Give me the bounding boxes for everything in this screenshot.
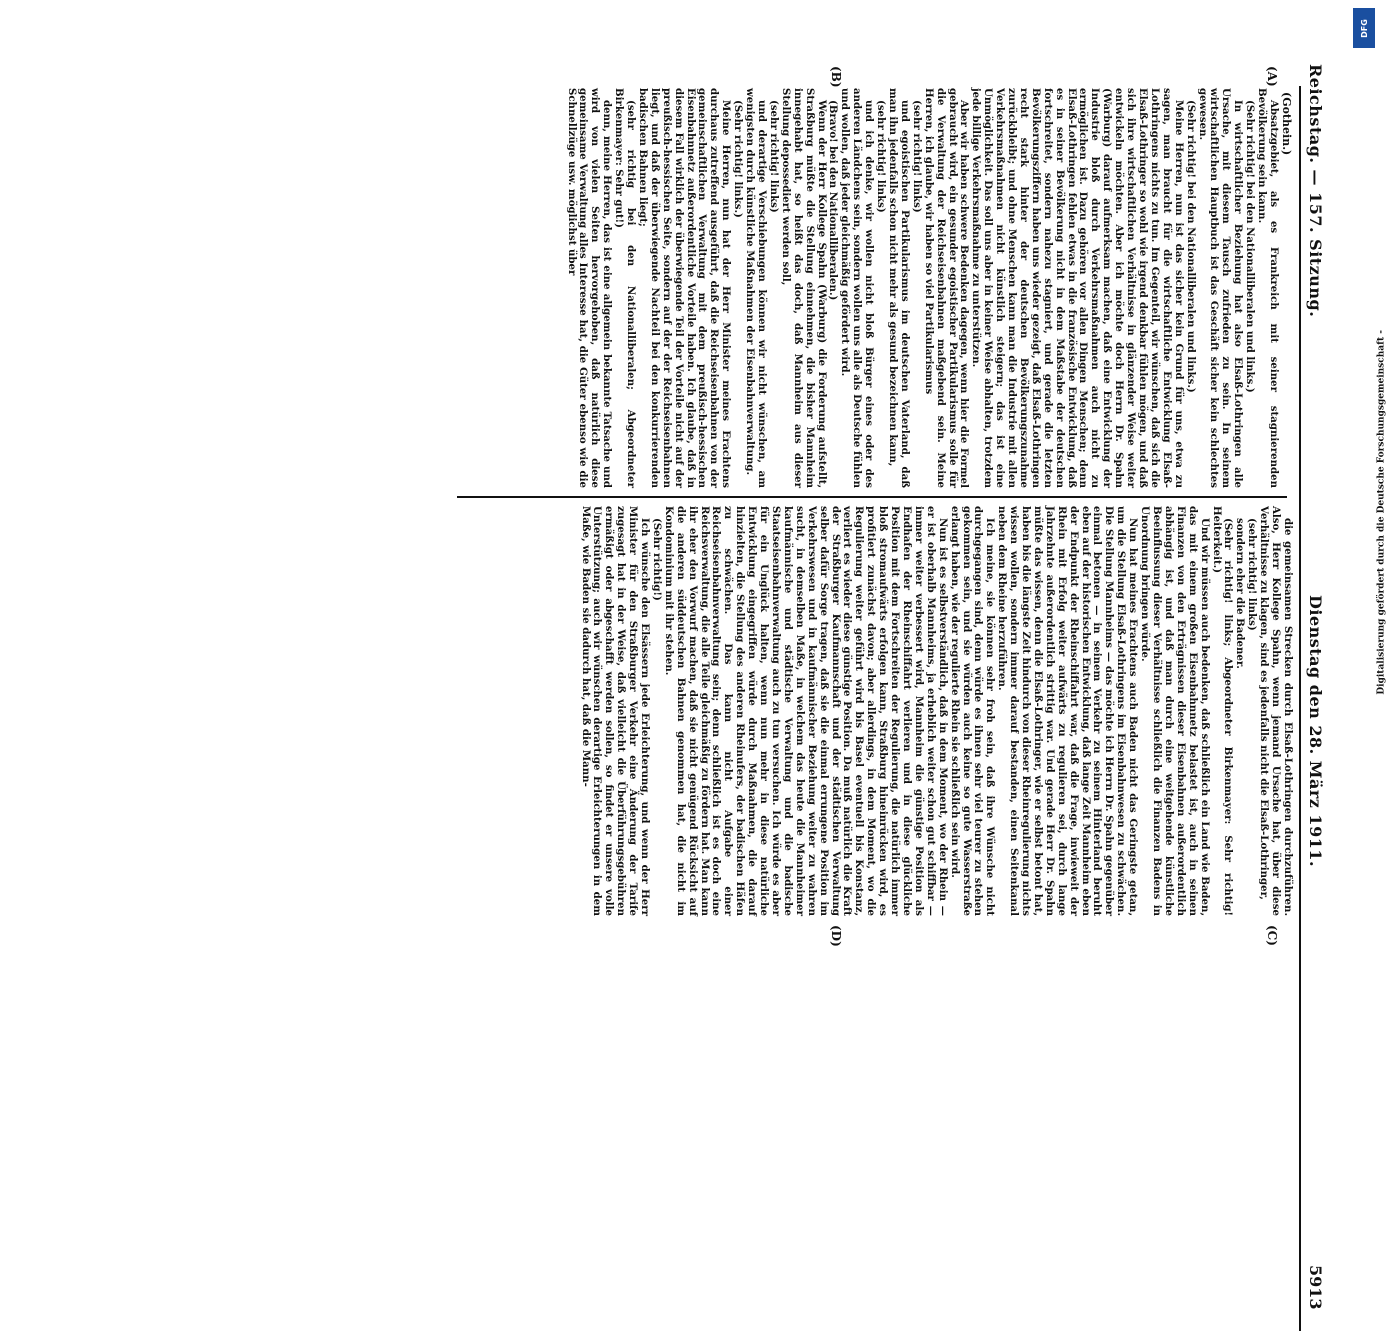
column-rule — [457, 496, 1287, 498]
paragraph: sondern eher die Badener. — [1234, 518, 1247, 669]
paragraph: denn, meine Herren, das ist eine allgemein bekannte Tatsache und wird von vielen Seiten hervorgehoben, daß natürlich diese gemeinsame Verwaltung alles Interesse hat, die Güter ebenso wie die Schnellzüge usw. möglichst über — [565, 88, 614, 488]
paragraph: (Sehr richtig! bei den Nationalliberalen und links.) — [1184, 100, 1197, 393]
header-date: Dienstag den 28. März 1911. — [1306, 595, 1325, 868]
paragraph: Nun hat meines Erachtens auch Baden nicht das Geringste getan, um die Stellung Elsaß-Lothringens im Eisenbahnwesen zu schwächen. Die Stellung Mannheims — das möchte ich Herrn Dr. Spahn gegenüber einmal betonen — in seinem Verkehr zu seinem Hinterland beruht eben auf der historischen Entwicklung, daß lange Zeit Mannheim eben der Endpunkt der Rheinschiffahrt war, daß die Frage, inwieweit der Rhein mit Erfolg weiter aufwärts zu regulieren sei, durch lange Jahrzehnte außerordentlich strittig war. Und gerade Herr Dr. Spahn müßte das wissen, denn die Elsaß-Lothringer, wie er selbst betont hat, haben bis die längste Zeit hindurch von dieser Rheinregulierung nichts wissen wollen, sondern immer darauf bestanden, einen Seitenkanal neben dem Rheine herzuführen. — [996, 506, 1140, 916]
paragraph: und derartige Verschiebungen können wir nicht wünschen, am wenigsten durch künstliche Maßnahmen der Eisenbahnverwaltung. — [744, 88, 769, 488]
digitization-credit: Digitalisierung gefördert durch die Deutsche Forschungsgemeinschaft - — [1377, 330, 1387, 695]
paragraph: Ich wünsche den Elsässern jede Erleichterung, und wenn der Herr Minister für den Straßburger Verkehr eine Änderung der Tarife zugesagt hat in der Weise, daß vielleicht die Überführungsgebühren ermäßigt oder abgeschafft werden sollen, so findet er unsere volle Unterstützung; auch wir wünschen derartige Erleichterungen in dem Maße, wie Baden sie dadurch hat, daß die Mann- — [579, 506, 652, 916]
right-column — [463, 506, 1293, 916]
paragraph: Aber wir haben schwere Bedenken dagegen, wenn hier die Formel gebraucht wird, ein gesunder egoistischer Partikularismus solle für die Verwaltung der Reichseisenbahnen maßgebend sein. Meine Herren, ich glaube, wir haben so viel Partikularismus — [922, 88, 971, 488]
paragraph: (sehr richtig! links) — [767, 100, 780, 213]
paragraph: Meine Herren, nun ist das sicher kein Grund für uns, etwa zu sagen, man braucht für die wirtschaftliche Entwicklung Elsaß-Lothringens nichts zu tun. Im Gegenteil, wir wünschen, daß sich die Elsaß-Lothringer so wohl wie irgend denkbar fühlen mögen, und daß sich ihre wirtschaftlichen Verhältnisse in glänzender Weise weiter entwickeln möchten. Aber ich möchte doch Herrn Dr. Spahn (Warburg) darauf aufmerksam machen, daß eine Entwicklung der Industrie bloß durch Verkehrsmaßnahmen auch nicht zu ermöglichen ist. Dazu gehören vor allen Dingen Menschen; denn Elsaß-Lothringen fehlen etwas in die französische Entwicklung, daß es in seiner Bevölkerung nicht in dem Maßstabe der deutschen fortschreitet, sondern nahezu stagniert, und gerade die letzten Bevölkerungsziffern haben uns wieder gezeigt, daß Elsaß-Lothringen recht stark hinter der deutschen Bevölkerungszunahme zurückbleibt; und ohne Menschen kann man die Industrie mit allen Verkehrsmaßnahmen nicht künstlich steigern; das ist eine Unmöglichkeit. Das soll uns aber in keiner Weise abhalten, trotzdem jede billige Verkehrsmaßnahme zu unterstützen. — [970, 88, 1185, 488]
paragraph: Meine Herren, nun hat der Herr Minister meines Erachtens durchaus zutreffend ausgeführt, daß die Reichseisenbahnen von der gemeinschaftlichen Verwaltung mit dem preußisch-hessischen Eisenbahnnetz außerordentliche Vorteile haben. Ich glaube, daß in diesem Fall wirklich der überwiegende Teil der Vorteile nicht auf der preußisch-hessischen Seite, sondern auf der der Reichseisenbahnen liegt, und daß der überwiegende Nachteil bei den konkurrierenden badischen Bahnen liegt; — [636, 88, 733, 488]
margin-marker-b: (B) — [829, 66, 843, 88]
paragraph: und ich denke, wir wollen nicht bloß Bürger eines oder des anderen Ländchens sein, sondern wollen uns alle als Deutsche fühlen und wollen, daß jeder gleichmäßig gefördert wird. — [839, 88, 876, 488]
paragraph: Absatzgebiet, als es Frankreich mit seiner stagnierenden Bevölkerung sein kann. — [1256, 88, 1280, 488]
paragraph: Wenn der Herr Kollege Spahn (Warburg) die Forderung aufstellt, Straßburg müßte die Stellung einnehmen, die bisher Mannheim innegehabt hat, so heißt das doch, daß Mannheim aus dieser Stellung depossediert werden soll, — [779, 88, 828, 488]
dfg-logo: DFG — [1353, 8, 1375, 48]
paragraph: Nun ist es selbstverständlich, daß in dem Moment, wo der Rhein — er ist oberhalb Mannheims, ja erheblich weiter schon gut schiffbar — immer weiter verbessert wird, Mannheim die günstige Position als Endhafen der Rheinschiffahrt verlieren und in diese glückliche Position mit dem Fortschreiten der Regulierung, die natürlich immer bloß stromaufwärts erfolgen kann, Straßburg hineinrücken wird, es profitiert zunächst davon; aber allerdings, in dem Moment, wo die Regulierung weiter geführt wird bis Basel eventuell bis Konstanz, verliert es wieder diese günstige Position. Da muß natürlich die Kraft der Straßburger Kaufmannschaft und der städtischen Verwaltung selber dafür Sorge tragen, daß sie die einmal errungene Position im Verkehrswesen und in kaufmännischer Beziehung weiter zu wahren sucht, in demselben Maße, in welchem das heute die Mannheimer kaufmännische und städtische Verwaltung und die badische Staatseisenbahnverwaltung auch zu tun versuchen. Ich würde es aber für ein Unglück halten, wenn nun mehr in diese natürliche Entwicklung eingegriffen würde durch Maßnahmen, die darauf hinzielten, die Stellung des anderen Rheinufers, der badischen Häfen zu schwächen. Das kann nicht Aufgabe einer Reichseisenbahnverwaltung sein; denn schließlich ist es doch eine Reichsverwaltung, die alle Teile gleichmäßig zu fördern hat. Man kann ihr eher den Vorwurf machen, daß sie nicht genügend Rücksicht auf die anderen süddeutschen Bahnen genommen hat, die nicht im Kondominium mit ihr stehen. — [662, 506, 949, 916]
margin-marker-c: (C) — [1265, 925, 1279, 946]
paragraph: (Sehr richtig! links.) — [732, 100, 745, 218]
paragraph: Und wir müssen auch bedenken, daß schließlich ein Land wie Baden, das mit einem großen Eisenbahnnetz belastet ist, auch in seinen Finanzen von den Erträgnissen dieser Eisenbahnen außerordentlich abhängig ist, und daß man durch eine weitgehende künstliche Beeinflussung dieser Verhältnisse schließlich die Finanzen Badens in Unordnung bringen würde. — [1139, 506, 1211, 916]
header-rule — [1299, 86, 1301, 1331]
paragraph: und egoistischen Partikularismus im deutschen Vaterland, daß man ihn jedenfalls schon nicht mehr als gesund bezeichnen kann, — [887, 88, 911, 488]
left-column — [449, 88, 1279, 488]
margin-marker-a: (A) — [1265, 66, 1279, 87]
header-left: Reichstag. — 157. Sitzung. — [1306, 64, 1325, 318]
margin-marker-d: (D) — [829, 925, 843, 947]
paragraph: (sehr richtig! links) — [1246, 518, 1259, 631]
paragraph: (sehr richtig! links) — [910, 100, 923, 213]
page-number: 5913 — [1306, 1265, 1325, 1310]
paragraph: (Bravo! bei den Nationalliberalen.) — [827, 100, 840, 301]
paragraph: (Sehr richtig!) — [650, 518, 663, 601]
paragraph: die gemeinsamen Strecken durch Elsaß-Lothringen durchzuführen. Also, Herr Kollege Spahn, wenn jemand Ursache hat, über diese Verhältnisse zu klagen, sind es jedenfalls nicht die Elsaß-Lothringer, — [1258, 506, 1294, 916]
paragraph: (sehr richtig bei den Nationalliberalen; Abgeordneter Birkenmayer: Sehr gut!) — [613, 88, 638, 488]
paragraph: (Sehr richtig! links; Abgeordneter Birkenmayer: Sehr richtig! Heiterkeit.) — [1210, 506, 1235, 916]
paragraph: (sehr richtig! links) — [875, 100, 888, 213]
paragraph: (Sehr richtig! bei den Nationalliberalen und links.) — [1244, 100, 1257, 393]
speaker-name: (Gothein.) — [1280, 92, 1293, 156]
paragraph: In wirtschaftlicher Beziehung hat also Elsaß-Lothringen alle Ursache, mit diesem Tausch zufrieden zu sein. In seinem wirtschaftlichen Hauptbuch ist das Geschäft sicher kein schlechtes gewesen. — [1196, 88, 1245, 488]
paragraph: Ich meine, sie können sehr froh sein, daß ihre Wünsche nicht durchgegangen sind, denn würde es ihnen sehr viel teurer zu stehen gekommen sein, und sie würden auch keine so gute Wasserstraße erlangt haben, wie der regulierte Rhein sie schließlich sein wird. — [948, 506, 997, 916]
